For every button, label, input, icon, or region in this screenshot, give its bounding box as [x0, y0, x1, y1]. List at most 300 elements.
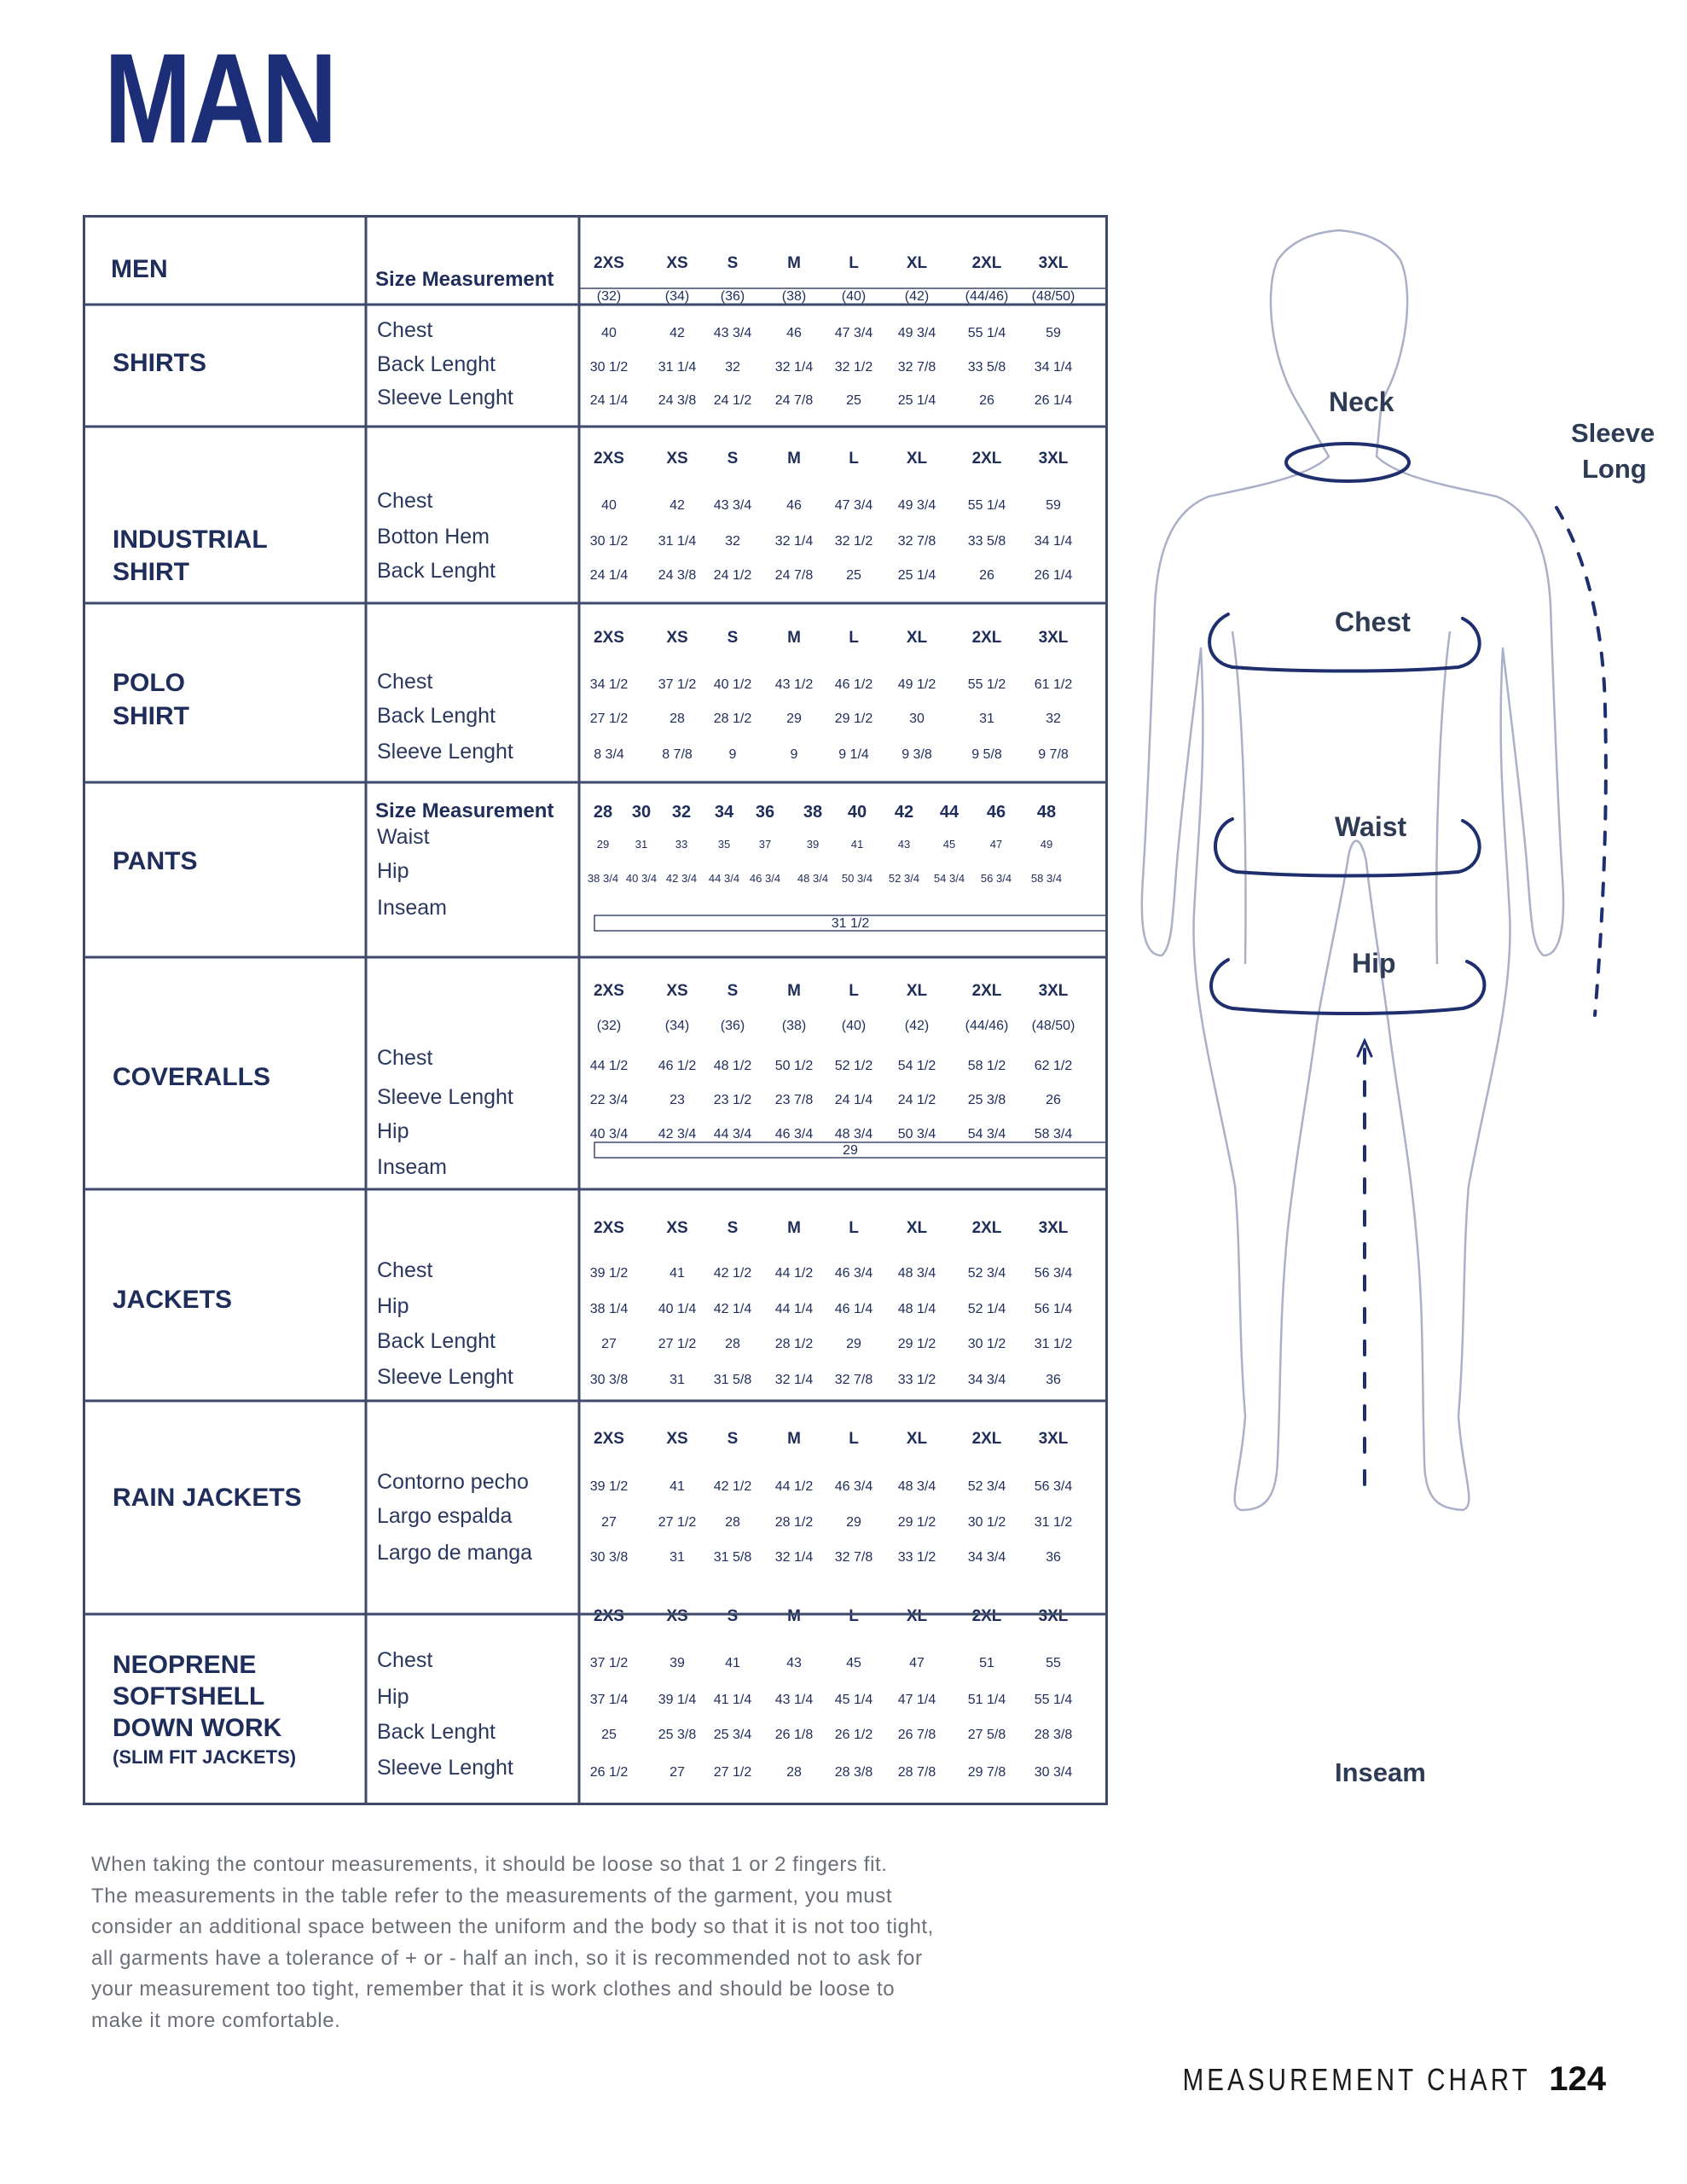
table-cell: 46 [786, 326, 802, 340]
table-cell: 47 3/4 [834, 498, 873, 513]
category-label: RAIN JACKETS [113, 1484, 302, 1512]
table-cell: 29 1/2 [834, 712, 873, 726]
size-number: (32) [596, 289, 622, 304]
category-label: SHIRT [113, 558, 189, 586]
table-cell: 32 7/8 [897, 360, 936, 375]
table-cell: 31 1/2 [1034, 1515, 1073, 1530]
inseam-value: 31 1/2 [831, 916, 870, 931]
size-number: (42) [904, 289, 930, 304]
category-label: COVERALLS [113, 1063, 271, 1091]
measurement-notes [91, 1850, 1081, 2036]
size-header: M [787, 982, 801, 1000]
table-cell: 47 1/4 [897, 1693, 936, 1707]
size-number: (40) [841, 1019, 867, 1033]
table-cell: 27 1/2 [658, 1337, 697, 1351]
size-header: S [727, 1607, 739, 1625]
table-cell: 52 1/4 [967, 1302, 1006, 1316]
size-header: M [787, 254, 801, 272]
table-cell: 56 3/4 [1034, 1266, 1073, 1281]
size-header: XS [666, 450, 688, 468]
table-cell: 22 3/4 [589, 1093, 629, 1107]
table-cell: 34 1/2 [589, 677, 629, 692]
footer-title: MEASUREMENT CHART [1182, 2062, 1531, 2097]
size-number: (38) [781, 1019, 807, 1033]
table-cell: 46 3/4 [774, 1127, 814, 1141]
measure-label: Sleeve Lenght [377, 1756, 513, 1780]
table-cell: 54 3/4 [967, 1127, 1006, 1141]
table-cell: 25 1/4 [897, 393, 936, 408]
size-number: (38) [781, 289, 807, 304]
table-cell: 46 3/4 [834, 1266, 873, 1281]
table-cell: 61 1/2 [1034, 677, 1073, 692]
table-cell: 28 1/2 [774, 1337, 814, 1351]
table-cell: 44 1/2 [589, 1059, 629, 1073]
table-cell: 26 1/2 [589, 1765, 629, 1780]
table-cell: 26 [979, 393, 994, 408]
table-cell: 44 3/4 [713, 1127, 752, 1141]
table-cell: 50 3/4 [897, 1127, 936, 1141]
table-cell: 45 [942, 838, 956, 851]
table-cell: 44 1/2 [774, 1479, 814, 1494]
size-header: S [727, 450, 739, 468]
size-number: (32) [596, 1019, 622, 1033]
table-cell: 46 3/4 [749, 872, 781, 885]
size-header: XL [906, 254, 928, 272]
size-number: (42) [904, 1019, 930, 1033]
table-cell: 39 [670, 1656, 685, 1670]
table-cell: 46 [786, 498, 802, 513]
table-cell: 45 [846, 1656, 861, 1670]
table-cell: 28 1/2 [774, 1515, 814, 1530]
table-cell: 32 7/8 [897, 534, 936, 549]
table-cell: 8 3/4 [594, 747, 624, 762]
table-cell: 32 1/4 [774, 1373, 814, 1387]
table-cell: 42 [670, 326, 685, 340]
table-cell: 24 1/4 [589, 568, 629, 583]
table-cell: 30 1/2 [967, 1515, 1006, 1530]
table-cell: 55 1/2 [967, 677, 1006, 692]
table-cell: 49 [1040, 838, 1053, 851]
table-cell: 43 [897, 838, 911, 851]
size-header: 3XL [1038, 450, 1069, 468]
size-header: 2XL [971, 1430, 1002, 1448]
table-cell: 35 [717, 838, 731, 851]
table-cell: 42 1/2 [713, 1266, 752, 1281]
note-line: all garments have a tolerance of + or - half an inch, so it is recommended not to ask for [91, 1946, 923, 1970]
table-cell: 23 1/2 [713, 1093, 752, 1107]
table-cell: 33 1/2 [897, 1550, 936, 1565]
measure-label: Back Lenght [377, 352, 496, 376]
size-header: L [849, 982, 859, 1000]
table-cell: 42 1/2 [713, 1479, 752, 1494]
table-cell: 28 [725, 1337, 740, 1351]
table-cell: 26 [1046, 1093, 1061, 1107]
table-cell: 59 [1046, 498, 1061, 513]
table-cell: 9 [728, 747, 737, 762]
table-cell: 41 1/4 [713, 1693, 752, 1707]
size-header: 2XL [971, 982, 1002, 1000]
table-cell: 43 1/4 [774, 1693, 814, 1707]
size-number: (44/46) [965, 1019, 1009, 1033]
table-cell: 37 1/4 [589, 1693, 629, 1707]
table-cell: 26 7/8 [897, 1728, 936, 1742]
table-cell: 24 1/2 [713, 568, 752, 583]
table-cell: 24 7/8 [774, 568, 814, 583]
table-cell: 32 1/2 [834, 360, 873, 375]
table-cell: 47 [989, 838, 1003, 851]
table-cell: 9 [790, 747, 798, 762]
inseam-value: 29 [843, 1143, 858, 1158]
table-cell: 56 3/4 [980, 872, 1012, 885]
page-footer [1106, 2060, 1606, 2099]
size-header: M [787, 1607, 801, 1625]
measure-label: Back Lenght [377, 559, 496, 583]
table-corner-label: MEN [111, 255, 168, 283]
table-cell: 24 3/8 [658, 568, 697, 583]
size-header: 2XL [971, 629, 1002, 647]
size-header: M [787, 1430, 801, 1448]
table-cell: 30 3/8 [589, 1373, 629, 1387]
size-header: 2XS [594, 1607, 624, 1625]
table-cell: 33 1/2 [897, 1373, 936, 1387]
table-cell: 32 1/4 [774, 534, 814, 549]
table-cell: 41 [670, 1266, 685, 1281]
measure-label: Largo espalda [377, 1504, 513, 1528]
table-cell: 32 7/8 [834, 1550, 873, 1565]
table-cell: 27 1/2 [713, 1765, 752, 1780]
size-header: 2XS [594, 629, 624, 647]
table-cell: 30 [909, 712, 925, 726]
table-cell: 32 [1046, 712, 1061, 726]
size-header: 2XL [971, 1219, 1002, 1237]
table-cell: 32 1/4 [774, 360, 814, 375]
note-line: The measurements in the table refer to the measurements of the garment, you must [91, 1884, 893, 1908]
note-line: When taking the contour measurements, it should be loose so that 1 or 2 fingers fit. [91, 1853, 888, 1876]
table-cell: 33 5/8 [967, 360, 1006, 375]
table-cell: 29 1/2 [897, 1337, 936, 1351]
size-header: M [787, 450, 801, 468]
table-cell: 39 1/4 [658, 1693, 697, 1707]
measure-label: Chest [377, 1258, 433, 1282]
size-header: 2XL [971, 450, 1002, 468]
sleeve-label-line2: Long [1582, 454, 1647, 484]
size-header: S [727, 1430, 739, 1448]
table-cell: 52 3/4 [967, 1266, 1006, 1281]
size-header: XS [666, 982, 688, 1000]
table-cell: 31 5/8 [713, 1550, 752, 1565]
table-cell: 30 1/2 [589, 534, 629, 549]
category-label: PANTS [113, 847, 198, 875]
page-number: 124 [1549, 2060, 1606, 2098]
table-cell: 52 1/2 [834, 1059, 873, 1073]
table-cell: 37 1/2 [589, 1656, 629, 1670]
size-header: XS [666, 1219, 688, 1237]
table-cell: 25 [846, 393, 861, 408]
table-cell: 24 1/4 [834, 1093, 873, 1107]
size-header: XL [906, 450, 928, 468]
size-header: XS [666, 254, 688, 272]
table-cell: 52 3/4 [888, 872, 920, 885]
measure-label: Waist [377, 825, 430, 849]
table-cell: 32 [725, 360, 740, 375]
table-cell: 56 3/4 [1034, 1479, 1073, 1494]
table-cell: 31 [635, 838, 648, 851]
table-cell: 54 3/4 [933, 872, 965, 885]
table-cell: 40 3/4 [589, 1127, 629, 1141]
sleeve-line [1557, 508, 1606, 1015]
category-label: INDUSTRIAL [113, 526, 268, 554]
table-cell: 46 1/4 [834, 1302, 873, 1316]
table-cell: 24 1/2 [897, 1093, 936, 1107]
table-cell: 28 [725, 1515, 740, 1530]
measure-label: Hip [377, 1119, 409, 1143]
size-header: 2XS [594, 982, 624, 1000]
table-cell: 48 1/4 [897, 1302, 936, 1316]
table-cell: 30 3/8 [589, 1550, 629, 1565]
table-cell: 52 3/4 [967, 1479, 1006, 1494]
table-cell: 47 [909, 1656, 925, 1670]
table-cell: 38 3/4 [587, 872, 619, 885]
size-header: 2XL [971, 254, 1002, 272]
table-cell: 42 1/4 [713, 1302, 752, 1316]
table-cell: 48 1/2 [713, 1059, 752, 1073]
table-cell: 32 [725, 534, 740, 549]
table-cell: 32 1/4 [774, 1550, 814, 1565]
table-cell: 55 [1046, 1656, 1061, 1670]
hip-label: Hip [1352, 948, 1396, 979]
size-header: 46 [986, 803, 1006, 822]
measure-label: Botton Hem [377, 525, 490, 549]
table-cell: 44 1/2 [774, 1266, 814, 1281]
table-cell: 31 1/4 [658, 534, 697, 549]
size-header: XL [906, 1430, 928, 1448]
table-cell: 62 1/2 [1034, 1059, 1073, 1073]
table-cell: 23 [670, 1093, 685, 1107]
table-cell: 24 3/8 [658, 393, 697, 408]
size-number: (48/50) [1031, 289, 1075, 304]
size-header: 48 [1036, 803, 1057, 822]
table-cell: 33 5/8 [967, 534, 1006, 549]
measure-label: Back Lenght [377, 1329, 496, 1353]
size-header: 2XL [971, 1607, 1002, 1625]
table-cell: 43 1/2 [774, 677, 814, 692]
table-cell: 28 [670, 712, 685, 726]
table-cell: 50 3/4 [841, 872, 873, 885]
size-header: 40 [847, 803, 867, 822]
table-cell: 42 3/4 [658, 1127, 697, 1141]
table-cell: 37 1/2 [658, 677, 697, 692]
table-cell: 43 3/4 [713, 326, 752, 340]
measure-label: Largo de manga [377, 1541, 533, 1565]
table-cell: 31 [979, 712, 994, 726]
table-cell: 26 1/8 [774, 1728, 814, 1742]
size-header: 42 [894, 803, 914, 822]
table-cell: 55 1/4 [1034, 1693, 1073, 1707]
table-cell: 40 [601, 326, 617, 340]
sleeve-label-line1: Sleeve [1571, 418, 1655, 448]
measure-label: Chest [377, 1648, 433, 1672]
measure-header-label: Size Measurement [375, 268, 554, 291]
size-header: L [849, 254, 859, 272]
size-header: L [849, 1430, 859, 1448]
table-cell: 27 [601, 1337, 617, 1351]
measure-label: Inseam [377, 896, 447, 920]
category-label: POLO [113, 669, 186, 697]
table-cell: 54 1/2 [897, 1059, 936, 1073]
table-cell: 33 [675, 838, 688, 851]
size-header: 2XS [594, 254, 624, 272]
category-sublabel: (SLIM FIT JACKETS) [113, 1746, 297, 1768]
table-cell: 9 1/4 [838, 747, 869, 762]
size-header: 3XL [1038, 629, 1069, 647]
table-cell: 46 1/2 [834, 677, 873, 692]
table-cell: 41 [725, 1656, 740, 1670]
measure-label: Chest [377, 489, 433, 513]
category-label: DOWN WORK [113, 1714, 282, 1742]
measure-label: Hip [377, 1685, 409, 1709]
category-label: JACKETS [113, 1286, 233, 1314]
table-cell: 34 3/4 [967, 1550, 1006, 1565]
note-line: make it more comfortable. [91, 2008, 341, 2032]
table-cell: 34 1/4 [1034, 534, 1073, 549]
table-cell: 49 3/4 [897, 326, 936, 340]
table-cell: 58 3/4 [1030, 872, 1063, 885]
table-cell: 55 1/4 [967, 326, 1006, 340]
table-cell: 39 1/2 [589, 1266, 629, 1281]
table-cell: 25 3/8 [658, 1728, 697, 1742]
measure-label: Hip [377, 859, 409, 883]
hip-line [1211, 960, 1484, 1014]
table-cell: 26 [979, 568, 994, 583]
table-cell: 41 [670, 1479, 685, 1494]
table-cell: 46 1/2 [658, 1059, 697, 1073]
measure-label: Contorno pecho [377, 1470, 529, 1494]
table-cell: 27 5/8 [967, 1728, 1006, 1742]
chest-label: Chest [1335, 607, 1411, 637]
table-cell: 28 7/8 [897, 1765, 936, 1780]
table-cell: 29 [786, 712, 802, 726]
note-line: consider an additional space between the uniform and the body so that it is not too tight, [91, 1915, 934, 1938]
size-header: 3XL [1038, 254, 1069, 272]
table-cell: 8 7/8 [662, 747, 693, 762]
table-cell: 41 [850, 838, 864, 851]
table-cell: 28 3/8 [1034, 1728, 1073, 1742]
size-header: S [727, 629, 739, 647]
measure-label: Sleeve Lenght [377, 1085, 513, 1109]
table-cell: 9 7/8 [1038, 747, 1069, 762]
table-cell: 48 3/4 [897, 1266, 936, 1281]
table-cell: 27 [601, 1515, 617, 1530]
table-cell: 24 7/8 [774, 393, 814, 408]
table-cell: 56 1/4 [1034, 1302, 1073, 1316]
table-cell: 32 7/8 [834, 1373, 873, 1387]
size-header: 32 [671, 803, 692, 822]
body-figure [1168, 230, 1655, 1826]
size-header: L [849, 450, 859, 468]
size-header: 36 [755, 803, 775, 822]
table-cell: 25 3/4 [713, 1728, 752, 1742]
measure-label: Sleeve Lenght [377, 1365, 513, 1389]
table-cell: 39 1/2 [589, 1479, 629, 1494]
size-header: 28 [593, 803, 613, 822]
table-cell: 9 3/8 [901, 747, 932, 762]
measurement-table [83, 215, 1108, 1806]
measure-label: Inseam [377, 1155, 447, 1179]
table-cell: 40 [601, 498, 617, 513]
size-header: 2XS [594, 1430, 624, 1448]
size-header: XS [666, 629, 688, 647]
table-cell: 29 [846, 1337, 861, 1351]
size-header: XS [666, 1607, 688, 1625]
table-cell: 47 3/4 [834, 326, 873, 340]
table-cell: 28 [786, 1765, 802, 1780]
table-cell: 44 3/4 [708, 872, 740, 885]
table-cell: 24 1/4 [589, 393, 629, 408]
size-header: XL [906, 629, 928, 647]
table-cell: 34 3/4 [967, 1373, 1006, 1387]
table-cell: 42 [670, 498, 685, 513]
waist-label: Waist [1335, 811, 1407, 842]
table-cell: 46 3/4 [834, 1479, 873, 1494]
size-header: M [787, 1219, 801, 1237]
size-header: 34 [714, 803, 734, 822]
table-cell: 28 3/8 [834, 1765, 873, 1780]
table-cell: 23 7/8 [774, 1093, 814, 1107]
measure-lines [1209, 444, 1606, 1493]
table-cell: 59 [1046, 326, 1061, 340]
size-number: (34) [664, 1019, 690, 1033]
body-outline [1142, 230, 1563, 1510]
measure-header-label: Size Measurement [375, 799, 554, 822]
measure-label: Chest [377, 318, 433, 342]
table-cell: 51 [979, 1656, 994, 1670]
table-cell: 31 5/8 [713, 1373, 752, 1387]
table-cell: 32 1/2 [834, 534, 873, 549]
table-cell: 51 1/4 [967, 1693, 1006, 1707]
table-cell: 27 [670, 1765, 685, 1780]
size-header: M [787, 629, 801, 647]
table-cell: 43 3/4 [713, 498, 752, 513]
table-cell: 29 [596, 838, 610, 851]
table-cell: 30 1/2 [589, 360, 629, 375]
size-header: S [727, 1219, 739, 1237]
table-cell: 29 [846, 1515, 861, 1530]
table-cell: 42 3/4 [665, 872, 698, 885]
table-cell: 24 1/2 [713, 393, 752, 408]
table-cell: 27 1/2 [589, 712, 629, 726]
table-cell: 55 1/4 [967, 498, 1006, 513]
size-number: (44/46) [965, 289, 1009, 304]
table-cell: 48 3/4 [834, 1127, 873, 1141]
category-label: SHIRT [113, 702, 189, 730]
category-label: NEOPRENE [113, 1651, 257, 1679]
size-number: (36) [720, 289, 745, 304]
size-header: L [849, 1219, 859, 1237]
measure-label: Hip [377, 1294, 409, 1318]
table-cell: 58 1/2 [967, 1059, 1006, 1073]
table-cell: 25 3/8 [967, 1093, 1006, 1107]
measure-label: Chest [377, 1046, 433, 1070]
table-cell: 30 1/2 [967, 1337, 1006, 1351]
measure-label: Back Lenght [377, 1720, 496, 1744]
size-header: 3XL [1038, 1607, 1069, 1625]
size-number: (36) [720, 1019, 745, 1033]
table-cell: 25 1/4 [897, 568, 936, 583]
table-cell: 45 1/4 [834, 1693, 873, 1707]
table-cell: 30 3/4 [1034, 1765, 1073, 1780]
category-label: SOFTSHELL [113, 1682, 265, 1711]
size-header: 30 [631, 803, 652, 822]
